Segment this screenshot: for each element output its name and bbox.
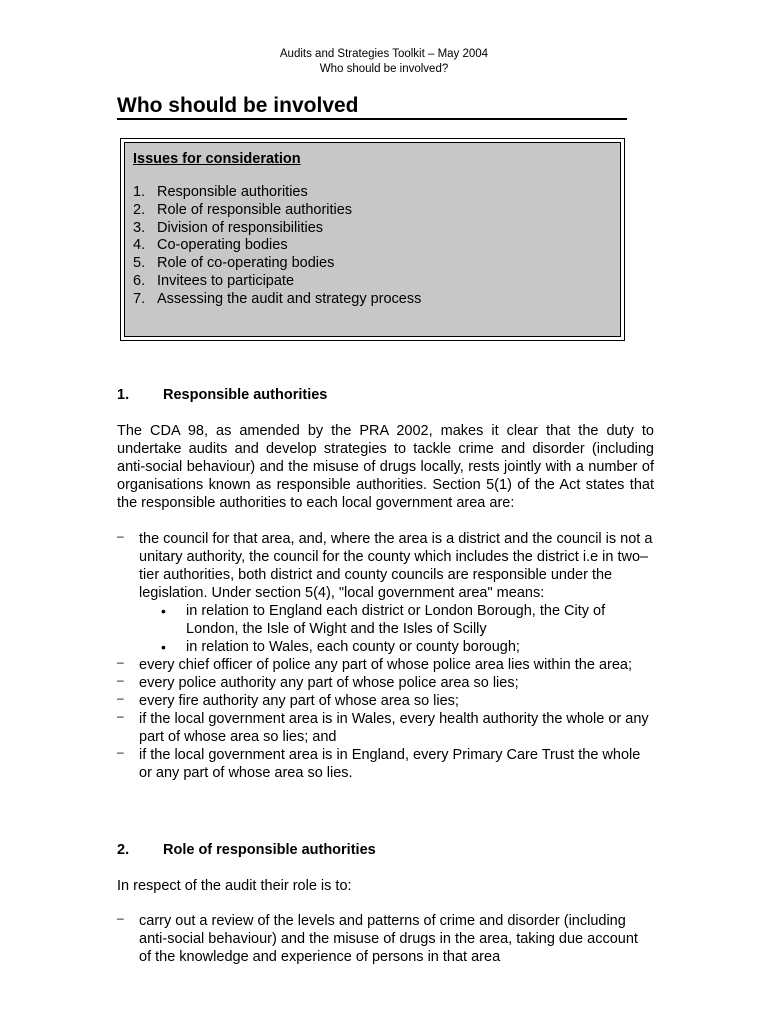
header-line-1: Audits and Strategies Toolkit – May 2004 — [279, 48, 489, 60]
list-item — [117, 692, 654, 710]
issue-number: 5. — [133, 255, 146, 272]
section-1-intro: The CDA 98, as amended by the PRA 2002, makes it clear that the duty to undertake audits and develop strategies to tackle crime and disorder (including anti-social behaviour) and the misuse of drugs locally, rests jointly with a number of organisations known as responsible authorities. Section 5(1) of the Act states that the responsible authorities to each local government area are: — [117, 423, 654, 511]
issue-text: Assessing the audit and strategy process — [157, 290, 422, 307]
section-2-intro: In respect of the audit their role is to: — [117, 878, 352, 894]
issue-number: 3. — [133, 219, 146, 236]
list-item-text: if the local government area is in Wales, every health authority the whole or any part of whose area so lies; and — [139, 711, 649, 745]
issue-item — [133, 202, 612, 220]
running-header — [0, 47, 768, 77]
section-1-title: Responsible authorities — [163, 387, 328, 403]
issue-text: Division of responsibilities — [157, 219, 324, 236]
issue-number: 2. — [133, 201, 146, 218]
issues-list — [133, 184, 612, 309]
issue-item — [133, 184, 612, 202]
list-item — [117, 710, 654, 746]
list-item — [117, 530, 654, 656]
issue-text: Role of co-operating bodies — [157, 255, 335, 272]
responsible-authorities-list — [117, 530, 654, 782]
issues-box — [120, 138, 625, 341]
dash-marker: – — [117, 655, 124, 669]
dash-marker: – — [117, 691, 124, 705]
issue-item — [133, 291, 612, 309]
bullet-marker: • — [161, 603, 166, 619]
sublist-item-text: in relation to Wales, each county or county borough; — [186, 639, 520, 655]
issue-item — [133, 237, 612, 255]
section-2-title: Role of responsible authorities — [163, 842, 376, 858]
dash-marker: – — [117, 745, 124, 759]
dash-marker: – — [117, 911, 124, 925]
list-item-text: carry out a review of the levels and patterns of crime and disorder (including anti-social behaviour) and the misuse of drugs in the area, taking due account of the knowledge and experience of persons in that area — [139, 913, 638, 965]
dash-marker: – — [117, 673, 124, 687]
issue-number: 4. — [133, 237, 146, 254]
header-line-2: Who should be involved? — [319, 63, 449, 75]
sublist-item — [139, 638, 654, 656]
dash-marker: – — [117, 529, 124, 543]
issue-number: 6. — [133, 272, 146, 289]
section-2-heading — [117, 841, 376, 859]
issue-text: Role of responsible authorities — [157, 201, 353, 218]
dash-marker: – — [117, 709, 124, 723]
local-government-area-sublist — [139, 602, 654, 656]
list-item — [117, 674, 654, 692]
list-item — [117, 746, 654, 782]
issue-number: 1. — [133, 184, 146, 200]
sublist-item-text: in relation to England each district or London Borough, the City of London, the Isle of Wight and the Isles of Scilly — [186, 603, 606, 637]
list-item — [117, 912, 654, 966]
page-title: Who should be involved — [117, 94, 627, 120]
audit-role-list — [117, 912, 654, 966]
issue-text: Co-operating bodies — [157, 237, 288, 254]
issue-text: Invitees to participate — [157, 272, 295, 289]
section-2-number: 2. — [117, 842, 130, 858]
section-1-heading — [117, 386, 327, 404]
issues-box-inner — [124, 142, 621, 337]
issue-item — [133, 255, 612, 273]
list-item-text: the council for that area, and, where the area is a district and the council is not a unitary authority, the council for the county which includes the district i.e in two–tier authorities, both district and county councils are responsible under the legislation. Under section 5(4), "local government area" means: — [139, 531, 653, 601]
bullet-marker: • — [161, 639, 166, 655]
sublist-item — [139, 602, 654, 638]
issue-number: 7. — [133, 290, 146, 307]
issue-item — [133, 273, 612, 291]
issue-text: Responsible authorities — [157, 184, 308, 200]
issues-heading: Issues for consideration — [133, 151, 301, 167]
issue-item — [133, 220, 612, 238]
list-item-text: every fire authority any part of whose area so lies; — [139, 693, 459, 709]
list-item-text: every chief officer of police any part of whose police area lies within the area; — [139, 657, 632, 673]
list-item — [117, 656, 654, 674]
list-item-text: if the local government area is in England, every Primary Care Trust the whole or any part of whose area so lies. — [139, 747, 641, 781]
list-item-text: every police authority any part of whose police area so lies; — [139, 675, 519, 691]
section-1-number: 1. — [117, 387, 130, 403]
